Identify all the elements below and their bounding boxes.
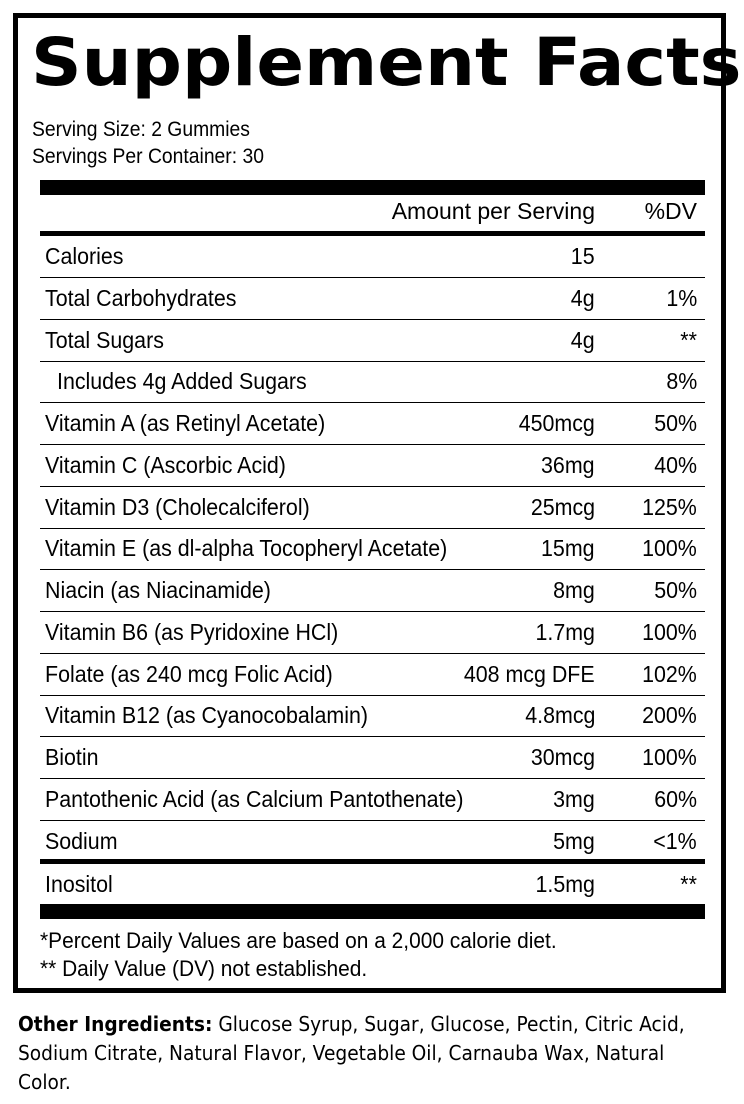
table-row bbox=[40, 445, 705, 487]
table-row bbox=[40, 487, 705, 529]
table-row bbox=[40, 236, 705, 278]
nutrient-amount: 450mcg bbox=[518, 410, 595, 436]
nutrient-amount: 1.7mg bbox=[535, 618, 595, 645]
nutrient-name: Vitamin A (as Retinyl Acetate) bbox=[45, 410, 326, 436]
nutrient-dv: 100% bbox=[642, 744, 697, 770]
nutrient-amount: 4.8mcg bbox=[524, 702, 595, 729]
nutrient-amount: 15mg bbox=[541, 535, 595, 562]
nutrient-name: Pantothenic Acid (as Calcium Pantothenate) bbox=[45, 785, 464, 812]
nutrient-name: Total Sugars bbox=[45, 326, 164, 353]
nutrient-name: Vitamin C (Ascorbic Acid) bbox=[45, 451, 286, 478]
footnote-percent-dv: *Percent Daily Values are based on a 2,000 calorie diet. bbox=[40, 928, 557, 953]
nutrient-dv: 40% bbox=[654, 451, 697, 478]
nutrient-name: Total Carbohydrates bbox=[45, 284, 237, 311]
table-row bbox=[40, 737, 705, 779]
table-row bbox=[40, 612, 705, 654]
table-row bbox=[40, 779, 705, 821]
nutrient-amount: 15 bbox=[571, 243, 595, 269]
other-ingredients-text: Glucose Syrup, Sugar, Glucose, Pectin, Citric Acid, Sodium Citrate, Natural Flavor, Vegetable Oil, Carnauba Wax, Natural Color. bbox=[18, 1012, 685, 1094]
nutrient-amount: 25mcg bbox=[530, 493, 595, 520]
nutrient-name: Sodium bbox=[45, 827, 118, 854]
nutrient-dv: 100% bbox=[642, 618, 697, 645]
table-row bbox=[40, 821, 705, 863]
nutrient-name: Vitamin B6 (as Pyridoxine HCl) bbox=[45, 618, 339, 645]
nutrient-amount: 8mg bbox=[553, 577, 595, 603]
nutrient-amount: 1.5mg bbox=[535, 871, 595, 897]
nutrient-name: Niacin (as Niacinamide) bbox=[45, 577, 271, 603]
other-ingredients bbox=[18, 1010, 706, 1097]
nutrient-dv: 8% bbox=[666, 368, 697, 395]
nutrient-dv: ** bbox=[680, 871, 697, 897]
table-row bbox=[40, 403, 705, 445]
other-ingredients-label: Other Ingredients: bbox=[18, 1012, 213, 1036]
dv-header: %DV bbox=[644, 198, 697, 224]
footnote-dv-not-established: ** Daily Value (DV) not established. bbox=[40, 956, 368, 981]
bottom-thick-divider bbox=[40, 904, 705, 919]
table-row bbox=[40, 864, 705, 906]
nutrient-dv: 100% bbox=[642, 535, 697, 562]
nutrient-dv: 60% bbox=[654, 785, 697, 812]
nutrient-dv: 200% bbox=[642, 702, 697, 729]
nutrient-amount: 408 mcg DFE bbox=[464, 660, 595, 687]
nutrient-dv: <1% bbox=[653, 827, 697, 854]
nutrient-amount: 3mg bbox=[553, 785, 595, 812]
nutrient-amount: 30mcg bbox=[530, 744, 595, 770]
nutrient-name: Vitamin D3 (Cholecalciferol) bbox=[45, 493, 310, 520]
top-thick-divider bbox=[40, 180, 705, 195]
nutrient-dv: 1% bbox=[666, 284, 697, 311]
nutrient-name: Vitamin E (as dl-alpha Tocopheryl Acetate) bbox=[45, 535, 448, 562]
nutrient-name: Includes 4g Added Sugars bbox=[57, 368, 307, 395]
table-row bbox=[40, 528, 705, 570]
nutrient-amount: 5mg bbox=[553, 827, 595, 854]
table-row bbox=[40, 278, 705, 320]
nutrient-name: Biotin bbox=[45, 744, 99, 770]
servings-per-container: Servings Per Container: 30 bbox=[32, 145, 264, 168]
nutrient-amount: 36mg bbox=[541, 451, 595, 478]
panel-title: Supplement Facts bbox=[31, 24, 742, 101]
nutrient-dv: 125% bbox=[642, 493, 697, 520]
nutrient-name: Inositol bbox=[45, 871, 113, 897]
table-row bbox=[40, 654, 705, 696]
nutrient-dv: 50% bbox=[654, 577, 697, 603]
nutrient-name: Calories bbox=[45, 243, 124, 269]
nutrient-amount: 4g bbox=[571, 326, 595, 353]
table-row bbox=[40, 361, 705, 403]
table-row bbox=[40, 570, 705, 612]
nutrient-name: Vitamin B12 (as Cyanocobalamin) bbox=[45, 702, 369, 729]
serving-size: Serving Size: 2 Gummies bbox=[32, 118, 250, 141]
nutrient-dv: ** bbox=[680, 326, 697, 353]
amount-per-serving-header: Amount per Serving bbox=[391, 198, 595, 224]
nutrient-dv: 50% bbox=[654, 410, 697, 436]
nutrient-name: Folate (as 240 mcg Folic Acid) bbox=[45, 660, 333, 687]
column-header-row bbox=[40, 196, 705, 226]
nutrient-dv: 102% bbox=[642, 660, 697, 687]
nutrient-amount: 4g bbox=[571, 284, 595, 311]
table-row bbox=[40, 695, 705, 737]
table-row bbox=[40, 320, 705, 362]
sodium-divider bbox=[40, 859, 705, 864]
